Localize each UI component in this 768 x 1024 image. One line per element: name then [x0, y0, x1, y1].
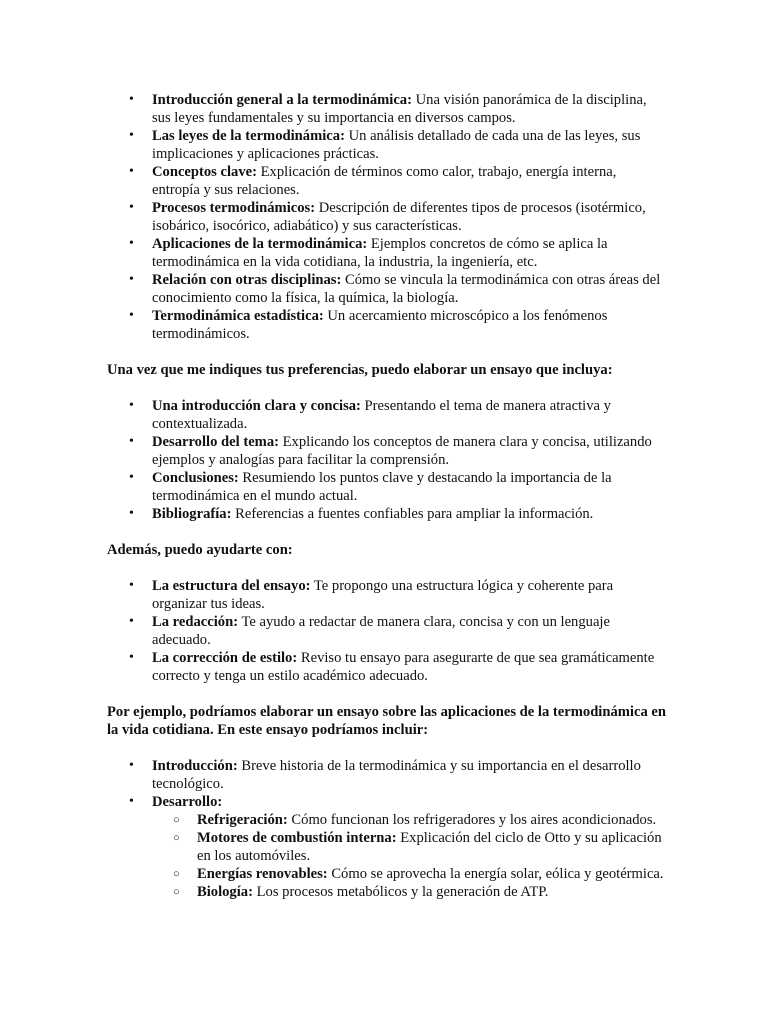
item-text: Referencias a fuentes confiables para ampliar la información. [231, 506, 594, 522]
bullet-icon: • [129, 794, 134, 809]
list-item [129, 235, 667, 271]
item-term: La corrección de estilo: [152, 650, 298, 666]
item-text: Explicando los conceptos de manera clara y concisa, utilizando ejemplos y analogías para facilitar la comprensión. [152, 434, 652, 468]
bullet-icon: • [129, 164, 134, 179]
item-text: Explicación del ciclo de Otto y su aplicación en los automóviles. [197, 830, 662, 864]
item-term: Desarrollo: [152, 794, 223, 810]
item-term: Una introducción clara y concisa: [152, 398, 361, 414]
essay-contents-list [107, 397, 667, 523]
list-item [129, 433, 667, 469]
list-item [129, 199, 667, 235]
item-text: Cómo se vincula la termodinámica con otras áreas del conocimiento como la física, la química, la biología. [152, 272, 661, 306]
item-text: Reviso tu ensayo para asegurarte de que sea gramáticamente correcto y tenga un estilo académico adecuado. [152, 650, 655, 684]
list-item [129, 577, 667, 613]
list-item [129, 163, 667, 199]
item-term: Termodinámica estadística: [152, 308, 324, 324]
item-text: Explicación de términos como calor, trabajo, energía interna, entropía y sus relaciones. [152, 164, 617, 198]
development-sublist [152, 811, 667, 901]
list-item [129, 613, 667, 649]
item-term: Desarrollo del tema: [152, 434, 279, 450]
bullet-icon: • [129, 398, 134, 413]
item-text: Los procesos metabólicos y la generación de ATP. [252, 884, 549, 900]
item-text: Presentando el tema de manera atractiva y contextualizada. [152, 398, 611, 432]
circle-bullet-icon: ○ [173, 886, 180, 898]
item-text: Cómo funcionan los refrigeradores y los aires acondicionados. [287, 812, 657, 828]
document-page [107, 91, 667, 919]
topics-list [107, 91, 667, 343]
section-heading: Una vez que me indiques tus preferencias, puedo elaborar un ensayo que incluya: [107, 362, 613, 378]
item-text: Te ayudo a redactar de manera clara, concisa y con un lenguaje adecuado. [152, 614, 610, 648]
list-item [129, 505, 667, 523]
bullet-icon: • [129, 92, 134, 107]
bullet-icon: • [129, 578, 134, 593]
item-text: Ejemplos concretos de cómo se aplica la termodinámica en la vida cotidiana, la industria, la ingeniería, etc. [152, 236, 608, 270]
bullet-icon: • [129, 614, 134, 629]
list-item [129, 271, 667, 307]
item-text: Un análisis detallado de cada una de las leyes, sus implicaciones y aplicaciones prácticas. [152, 128, 641, 162]
help-list [107, 577, 667, 685]
item-term: Conclusiones: [152, 470, 239, 486]
item-term: Procesos termodinámicos: [152, 200, 316, 216]
item-term: Las leyes de la termodinámica: [152, 128, 345, 144]
item-term: Introducción: [152, 758, 238, 774]
list-item [129, 127, 667, 163]
sublist-item [173, 811, 667, 829]
list-item [129, 649, 667, 685]
section-heading: Por ejemplo, podríamos elaborar un ensayo sobre las aplicaciones de la termodinámica en la vida cotidiana. En este ensayo podríamos incluir: [107, 704, 667, 738]
item-term: Aplicaciones de la termodinámica: [152, 236, 368, 252]
list-item [129, 757, 667, 793]
item-text: Te propongo una estructura lógica y coherente para organizar tus ideas. [152, 578, 614, 612]
item-term: Motores de combustión interna: [197, 830, 397, 846]
item-term: Introducción general a la termodinámica: [152, 92, 412, 108]
item-term: La redacción: [152, 614, 239, 630]
item-term: Biología: [197, 884, 253, 900]
sublist-item [173, 883, 667, 901]
item-term: Refrigeración: [197, 812, 288, 828]
sublist-item [173, 865, 667, 883]
item-term: Energías renovables: [197, 866, 328, 882]
item-term: Conceptos clave: [152, 164, 257, 180]
bullet-icon: • [129, 308, 134, 323]
item-text: Cómo se aprovecha la energía solar, eólica y geotérmica. [327, 866, 664, 882]
list-item [129, 469, 667, 505]
circle-bullet-icon: ○ [173, 814, 180, 826]
item-text: Una visión panorámica de la disciplina, sus leyes fundamentales y su importancia en diversos campos. [152, 92, 647, 126]
bullet-icon: • [129, 470, 134, 485]
circle-bullet-icon: ○ [173, 868, 180, 880]
bullet-icon: • [129, 506, 134, 521]
bullet-icon: • [129, 236, 134, 251]
circle-bullet-icon: ○ [173, 832, 180, 844]
bullet-icon: • [129, 434, 134, 449]
item-term: Relación con otras disciplinas: [152, 272, 342, 288]
item-term: La estructura del ensayo: [152, 578, 311, 594]
bullet-icon: • [129, 758, 134, 773]
example-essay-list [107, 757, 667, 901]
item-text: Breve historia de la termodinámica y su importancia en el desarrollo tecnológico. [152, 758, 641, 792]
list-item [129, 307, 667, 343]
item-text: Un acercamiento microscópico a los fenómenos termodinámicos. [152, 308, 608, 342]
item-text: Resumiendo los puntos clave y destacando la importancia de la termodinámica en el mundo actual. [152, 470, 612, 504]
section-heading: Además, puedo ayudarte con: [107, 542, 293, 558]
bullet-icon: • [129, 200, 134, 215]
list-item [129, 397, 667, 433]
bullet-icon: • [129, 272, 134, 287]
list-item [129, 793, 667, 901]
sublist-item [173, 829, 667, 865]
bullet-icon: • [129, 650, 134, 665]
item-term: Bibliografía: [152, 506, 232, 522]
item-text: Descripción de diferentes tipos de procesos (isotérmico, isobárico, isocórico, adiabático) y sus características. [152, 200, 646, 234]
bullet-icon: • [129, 128, 134, 143]
list-item [129, 91, 667, 127]
